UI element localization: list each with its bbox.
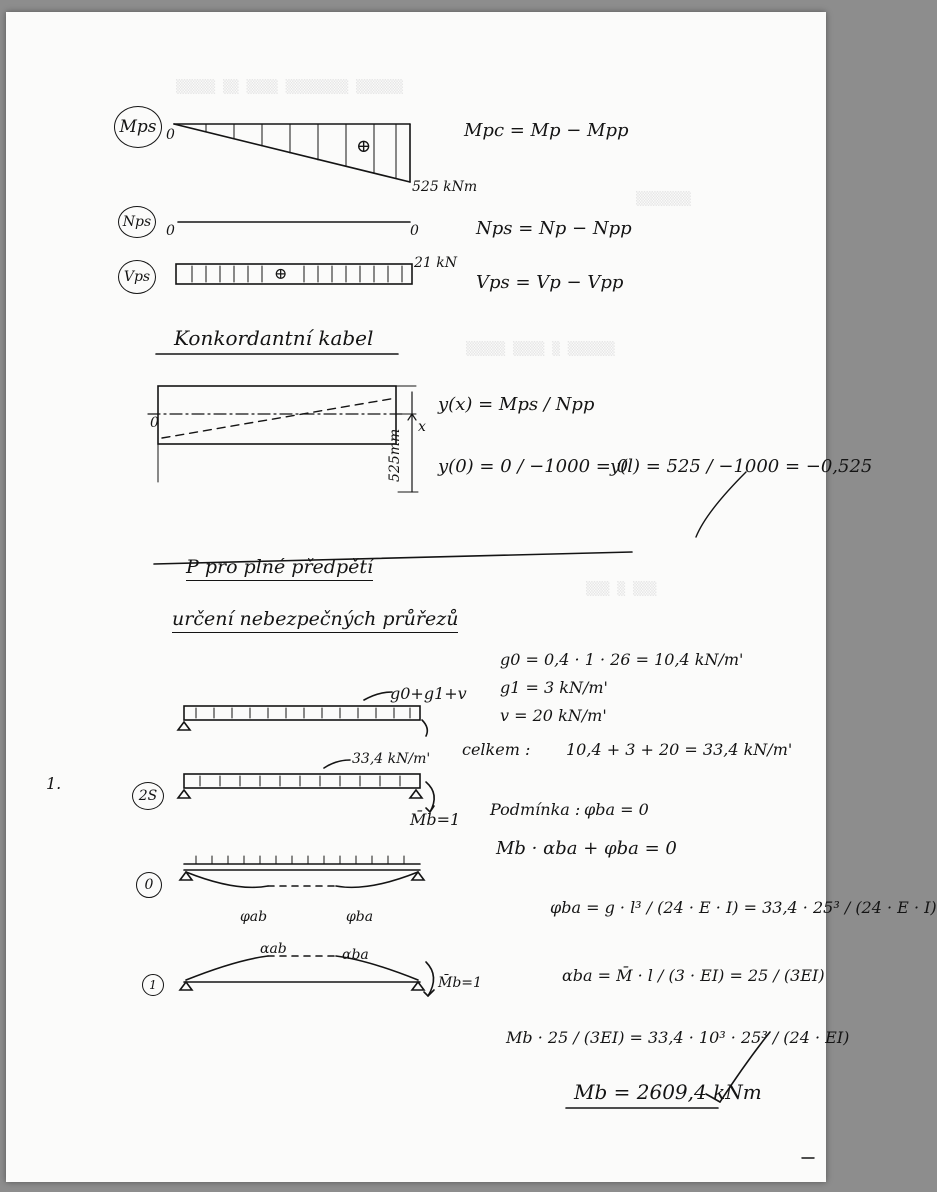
moment-end-value: 525 kNm (412, 179, 478, 195)
bleed-through-text: ▒▒▒▒▒▒▒ (636, 192, 691, 207)
alpha-ab-label: αab (260, 941, 287, 957)
load-top-label: g0+g1+v (390, 684, 467, 703)
alpha-ba-label: αba (342, 947, 369, 963)
nps-badge: Nps (118, 206, 156, 238)
zero-label: 0 (166, 127, 175, 143)
load-total-label: 33,4 kN/m' (352, 751, 431, 767)
shear-diagram (176, 264, 412, 284)
loaded-beam-25 (178, 760, 434, 812)
cable-zero-label: 0 (150, 415, 159, 431)
formula-y-l: y(l) = 525 / −1000 = −0,525 (610, 456, 873, 477)
podminka-value: φba = 0 (584, 800, 649, 819)
formula-mpc: Mpc = Mp − Mpp (464, 120, 629, 141)
celkem-label: celkem : (462, 740, 531, 759)
formula-y-x: y(x) = Mps / Npp (438, 394, 595, 415)
primary-system-beam (180, 856, 424, 887)
formula-y-0: y(0) = 0 / −1000 = 0 (438, 456, 629, 477)
formula-nps: Nps = Np − Npp (476, 218, 632, 239)
cable-depth-label: 525mm (387, 428, 403, 482)
paper-sheet (6, 12, 937, 1182)
zero-label: 0 (166, 223, 175, 239)
shear-end-value: 21 kN (414, 255, 457, 271)
cable-beam (148, 386, 418, 492)
support-moment-label: M̄b=1 (410, 810, 461, 829)
phi-ba-label: φba (346, 909, 374, 925)
plus-sign-icon: ⊕ (356, 136, 372, 157)
bleed-through-text: ▒▒▒ ▒ ▒▒▒ (586, 582, 657, 597)
heading-konkordantni: Konkordantní kabel (174, 326, 374, 350)
formula-alpha-ba: αba = M̄ · l / (3 · EI) = 25 / (3EI) (562, 966, 825, 985)
phi-ab-label: φab (240, 909, 268, 925)
plus-sign-icon: ⊕ (274, 264, 288, 283)
formula-phi-ba: φba = g · l³ / (24 · E · I) = 33,4 · 25³ / (24 · E · I) (550, 898, 937, 917)
formula-g0: g0 = 0,4 · 1 · 26 = 10,4 kN/m' (500, 650, 744, 669)
cable-x-label: x (418, 419, 426, 435)
formula-g1: g1 = 3 kN/m' (500, 678, 608, 697)
bleed-through-text: ▒▒▒▒▒ ▒▒ ▒▒▒▒ ▒▒▒▒▒▒▒▒ ▒▒▒▒▒▒ (176, 80, 403, 95)
result-mb: Mb = 2609,4 kNm (574, 1080, 762, 1104)
margin-mark: 1. (46, 774, 62, 793)
formula-vps: Vps = Vp − Vpp (476, 272, 624, 293)
case-0-badge: 0 (136, 872, 162, 898)
unit-moment-beam (180, 956, 434, 996)
celkem-value: 10,4 + 3 + 20 = 33,4 kN/m' (566, 740, 793, 759)
case-1-badge: 1 (142, 974, 164, 996)
heading-urceni: určení nebezpečných průřezů (172, 610, 458, 633)
vps-badge: Vps (118, 260, 156, 294)
unit-moment-label: M̄b=1 (438, 975, 482, 991)
mps-badge: Mps (114, 106, 162, 148)
formula-compat: Mb · αba + φba = 0 (496, 838, 677, 859)
formula-mb-equation: Mb · 25 / (3EI) = 33,4 · 10³ · 25³ / (24 · EI) (506, 1028, 850, 1047)
case-25-badge: 2S (132, 782, 164, 810)
bleed-through-text: ▒▒▒▒▒ ▒▒▒▒ ▒ ▒▒▒▒▒▒ (466, 342, 615, 357)
formula-v: v = 20 kN/m' (500, 706, 607, 725)
moment-diagram (174, 124, 410, 182)
podminka-label: Podmínka : (490, 800, 581, 819)
zero-label: 0 (410, 223, 419, 239)
heading-p-pro: P pro plné předpětí (186, 558, 373, 581)
check-stroke (696, 472, 746, 537)
